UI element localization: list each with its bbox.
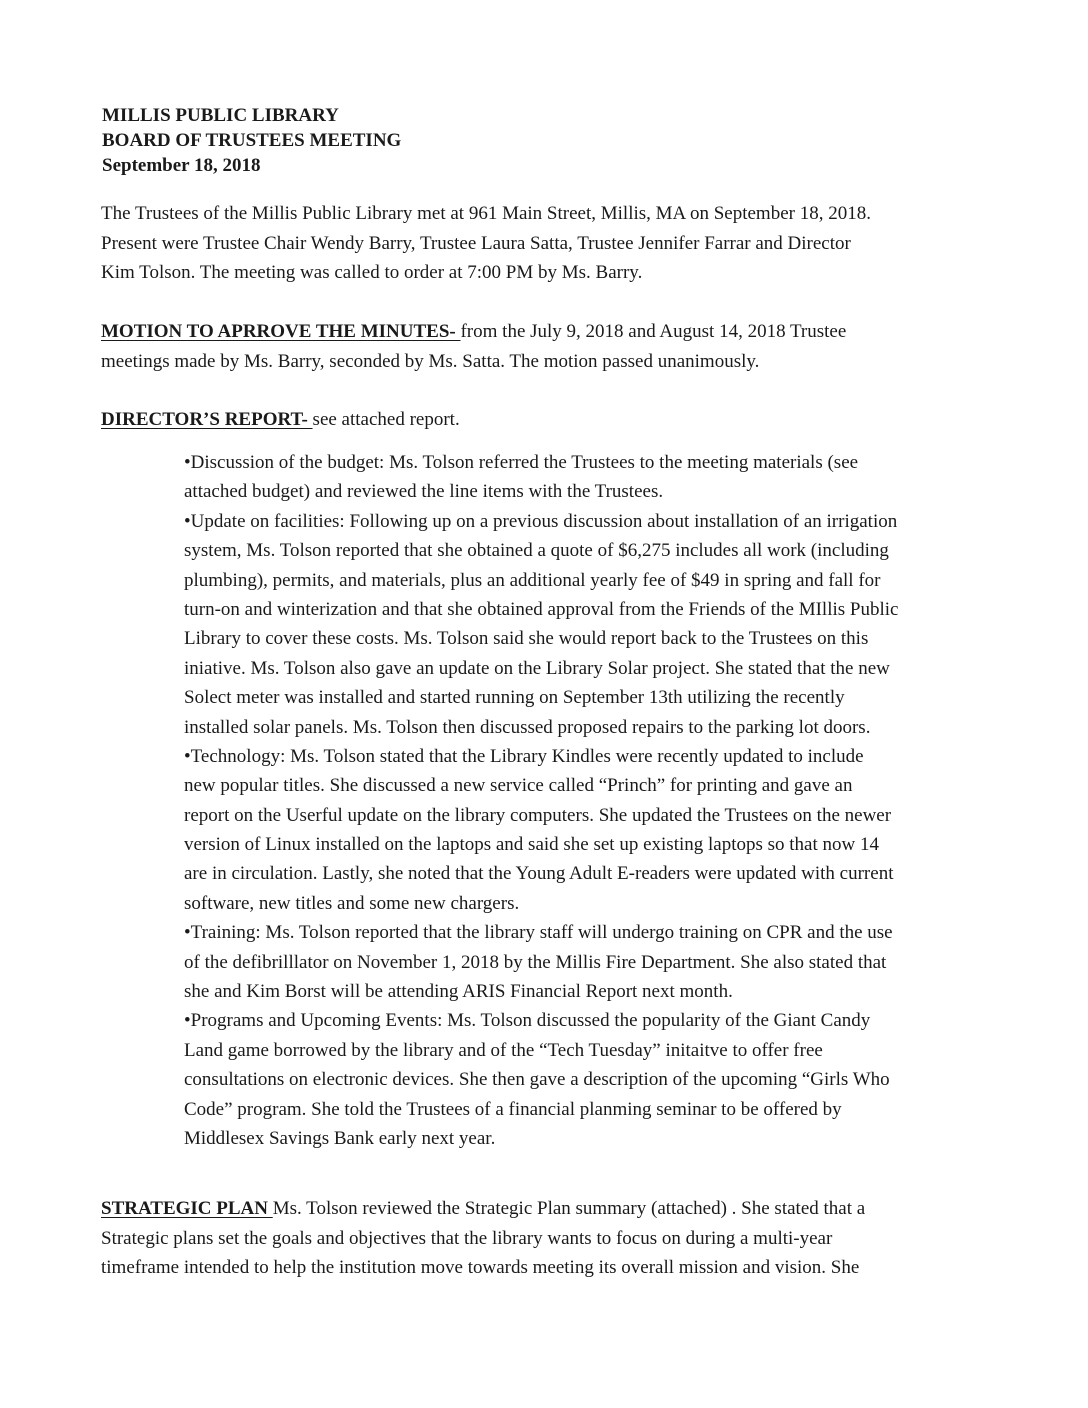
bullet-line: •Discussion of the budget: Ms. Tolson referred the Trustees to the meeting materials (see	[184, 452, 859, 473]
bullet-line: iniative. Ms. Tolson also gave an update on the Library Solar project. She stated that the new	[184, 657, 890, 679]
bullet-line: report on the Userful update on the library computers. She updated the Trustees on the newer	[184, 804, 892, 826]
bullet-line: plumbing), permits, and materials, plus an additional yearly fee of $49 in spring and fall for	[184, 569, 881, 591]
intro-paragraph	[101, 199, 1001, 288]
document-heading	[102, 103, 401, 178]
bullet-line: Library to cover these costs. Ms. Tolson said she would report back to the Trustees on this	[184, 628, 869, 650]
directors-report-label: DIRECTOR’S REPORT-	[101, 409, 313, 430]
meeting-date: September 18, 2018	[102, 155, 261, 176]
bullet-line: software, new titles and some new chargers.	[184, 892, 520, 914]
motion-line: meetings made by Ms. Barry, seconded by Ms. Satta. The motion passed unanimously.	[101, 350, 760, 372]
strategic-plan-line: timeframe intended to help the institution move towards meeting its overall mission and vision. She	[101, 1257, 860, 1279]
strategic-plan-text: Ms. Tolson reviewed the Strategic Plan summary (attached) . She stated that a	[272, 1198, 866, 1219]
bullet-line: are in circulation. Lastly, she noted that the Young Adult E-readers were updated with current	[184, 863, 894, 885]
bullet-line: version of Linux installed on the laptops and said she set up existing laptops so that now 14	[184, 834, 879, 856]
motion-text: from the July 9, 2018 and August 14, 2018 Trustee	[460, 321, 847, 342]
directors-report-line	[101, 405, 1001, 435]
motion-paragraph	[101, 317, 1001, 376]
bullet-line: •Training: Ms. Tolson reported that the library staff will undergo training on CPR and the use	[184, 922, 893, 944]
bullet-line: new popular titles. She discussed a new service called “Princh” for printing and gave an	[184, 775, 853, 797]
bullet-line: of the defibrilllator on November 1, 2018 by the Millis Fire Department. She also stated that	[184, 951, 887, 973]
strategic-plan-line: Strategic plans set the goals and objectives that the library wants to focus on during a multi-year	[101, 1227, 833, 1249]
bullet-line: Middlesex Savings Bank early next year.	[184, 1127, 496, 1149]
intro-line: The Trustees of the Millis Public Library met at 961 Main Street, Millis, MA on September 18, 2018.	[101, 203, 871, 224]
strategic-plan-line	[101, 1194, 1001, 1224]
bullet-line: •Technology: Ms. Tolson stated that the Library Kindles were recently updated to include	[184, 745, 864, 767]
strategic-plan-paragraph	[101, 1194, 1001, 1283]
bullet-line: Code” program. She told the Trustees of a financial planming seminar to be offered by	[184, 1098, 842, 1120]
bullet-line: system, Ms. Tolson reported that she obtained a quote of $6,275 includes all work (including	[184, 540, 889, 562]
directors-report-heading	[101, 405, 1001, 435]
bullet-line: •Programs and Upcoming Events: Ms. Tolson discussed the popularity of the Giant Candy	[184, 1010, 871, 1032]
bullet-line: turn-on and winterization and that she obtained approval from the Friends of the MIllis Public	[184, 598, 899, 620]
strategic-plan-label: STRATEGIC PLAN	[101, 1198, 273, 1219]
bullet-line: installed solar panels. Ms. Tolson then discussed proposed repairs to the parking lot doors.	[184, 716, 871, 738]
motion-label: MOTION TO APRROVE THE MINUTES-	[101, 321, 461, 342]
intro-line: Kim Tolson. The meeting was called to order at 7:00 PM by Ms. Barry.	[101, 262, 643, 284]
motion-line	[101, 317, 1001, 347]
bullet-line: consultations on electronic devices. She then gave a description of the upcoming “Girls Who	[184, 1069, 890, 1091]
intro-line: Present were Trustee Chair Wendy Barry, Trustee Laura Satta, Trustee Jennifer Farrar and Director	[101, 232, 851, 254]
directors-report-bullets	[184, 448, 1004, 1153]
bullet-line: attached budget) and reviewed the line items with the Trustees.	[184, 481, 664, 503]
directors-report-text: see attached report.	[312, 409, 460, 430]
bullet-line: Land game borrowed by the library and of the “Tech Tuesday” initaitve to offer free	[184, 1039, 823, 1061]
library-name: MILLIS PUBLIC LIBRARY	[102, 105, 339, 126]
meeting-title: BOARD OF TRUSTEES MEETING	[102, 130, 402, 151]
bullet-line: •Update on facilities: Following up on a previous discussion about installation of an irrigation	[184, 510, 898, 532]
bullet-line: she and Kim Borst will be attending ARIS Financial Report next month.	[184, 981, 733, 1003]
bullet-line: Solect meter was installed and started running on September 13th utilizing the recently	[184, 687, 845, 709]
